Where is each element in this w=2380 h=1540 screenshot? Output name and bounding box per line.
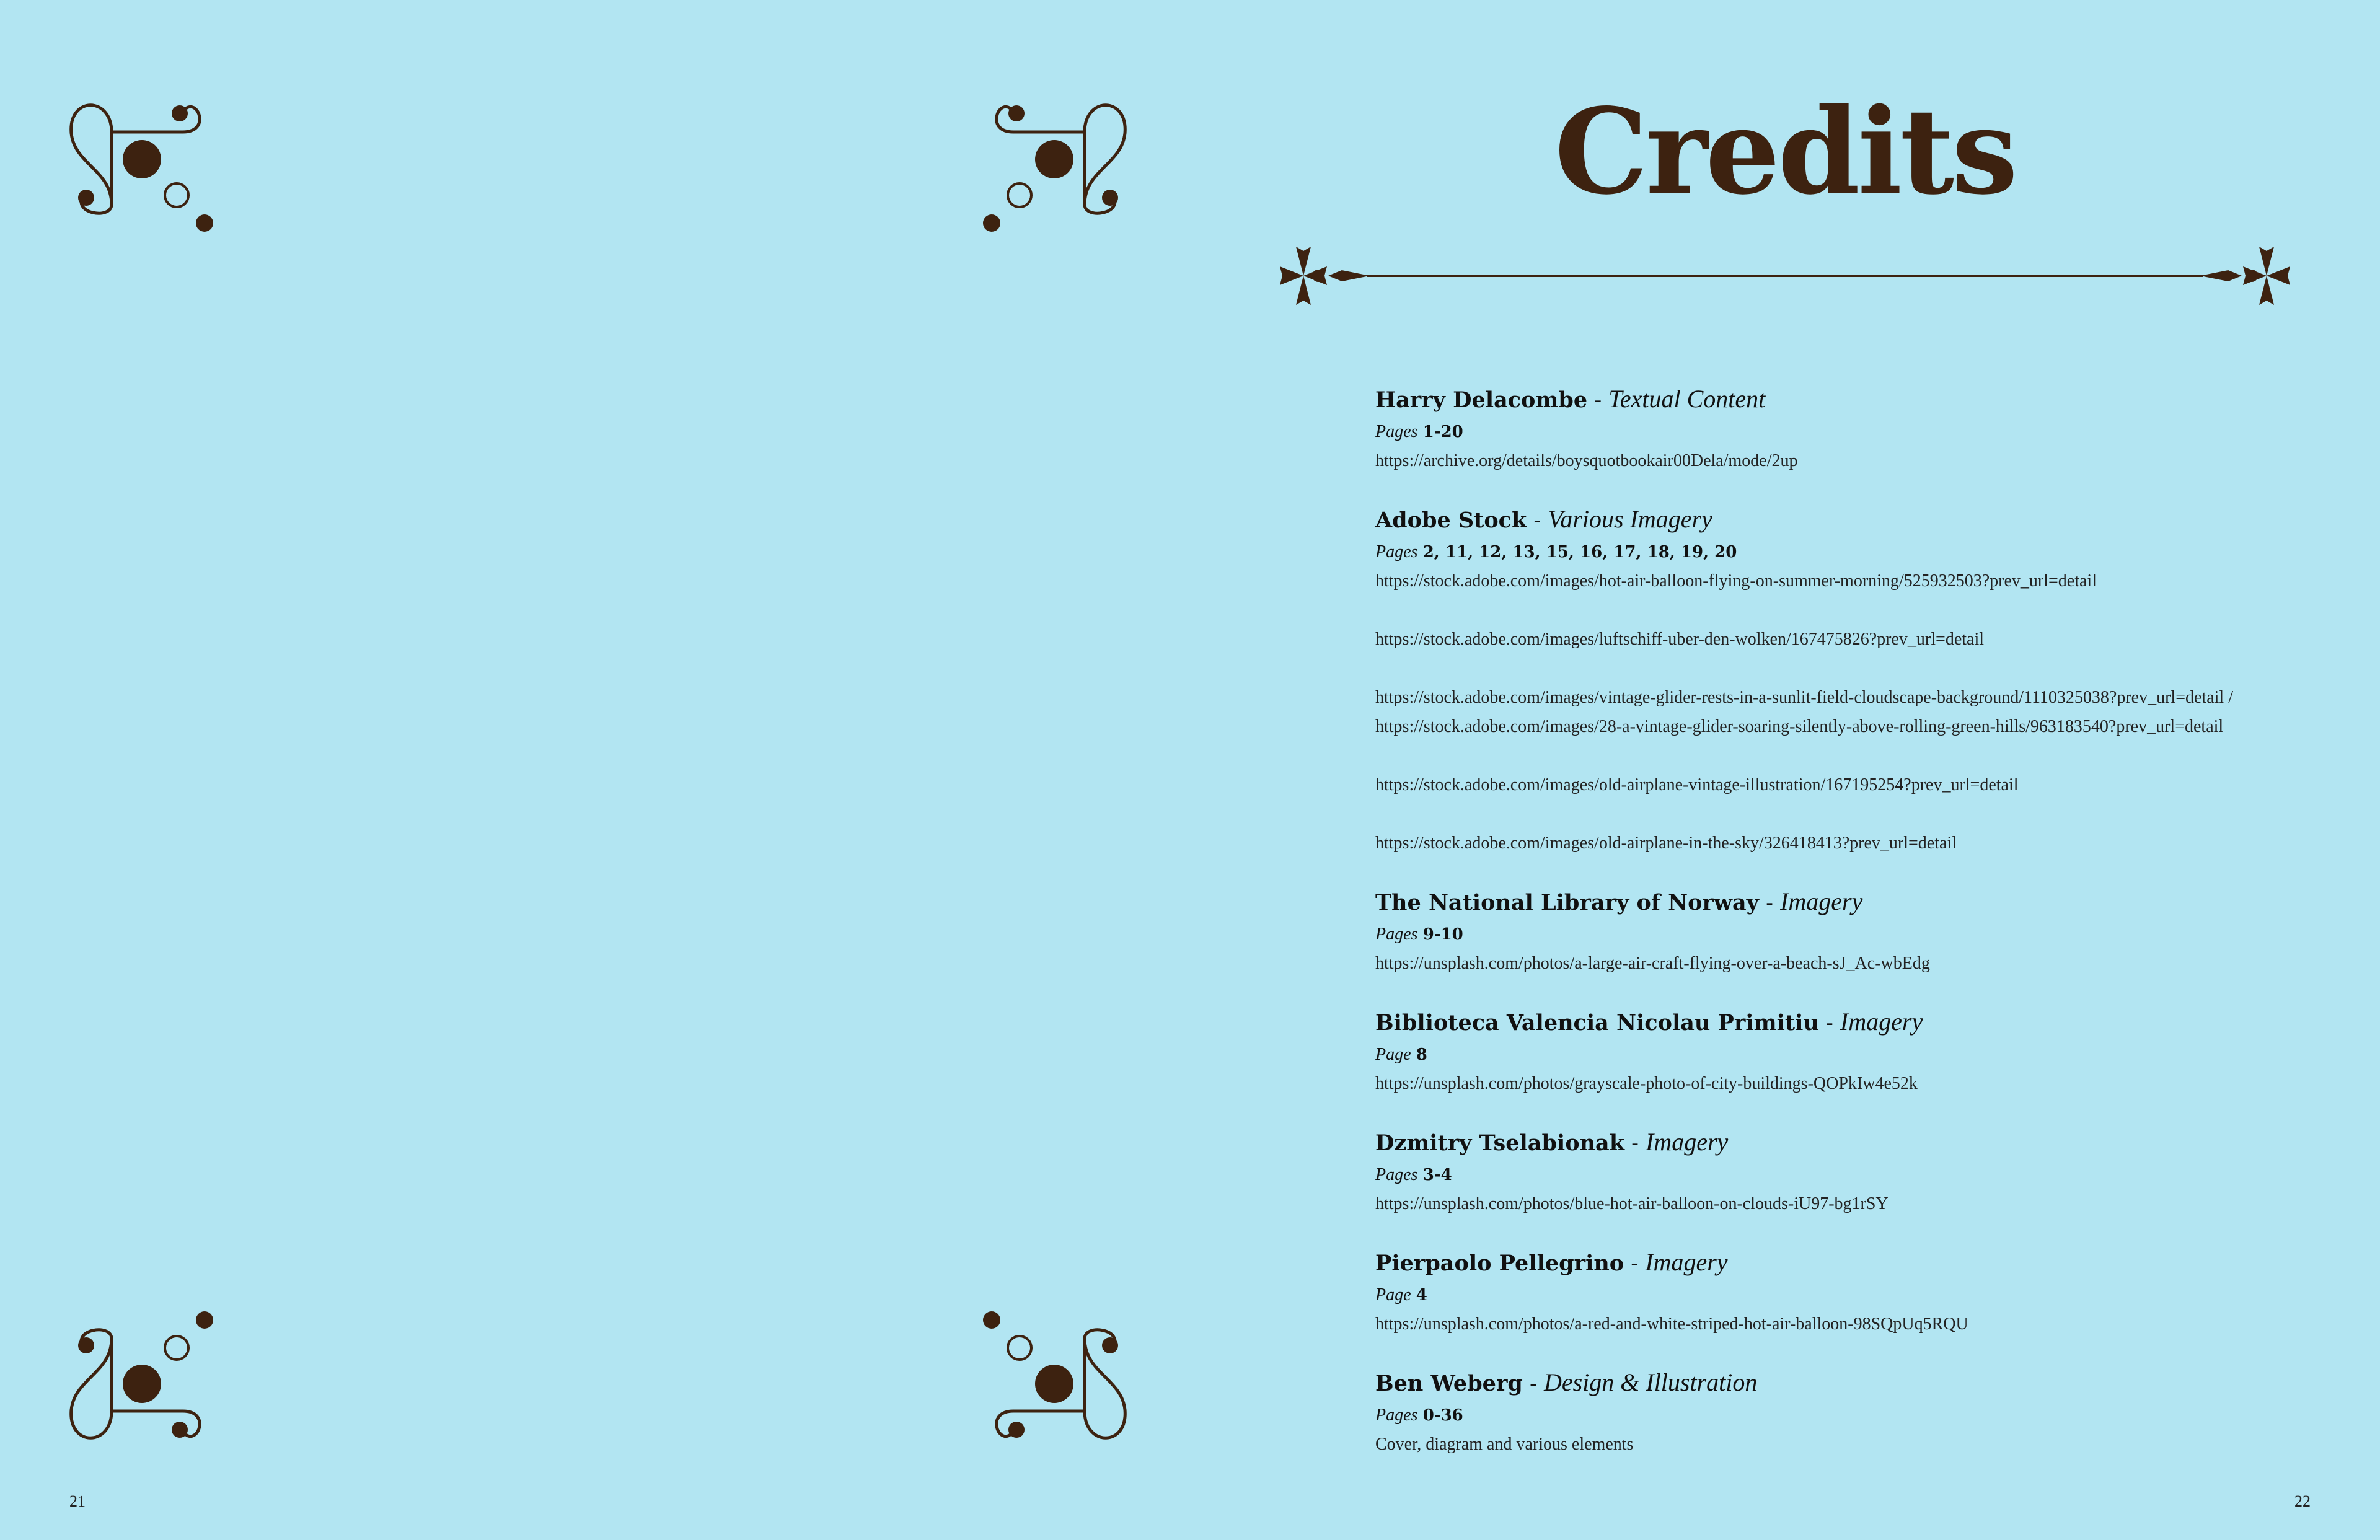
ornamental-rule-icon bbox=[1274, 242, 2296, 310]
pages-value: 4 bbox=[1416, 1286, 1427, 1305]
corner-ornament-top-left bbox=[65, 84, 226, 245]
credit-entry bbox=[1375, 1005, 2280, 1098]
flourish-icon bbox=[65, 84, 226, 245]
credit-role: Imagery bbox=[1840, 1008, 1923, 1036]
credit-pages bbox=[1375, 1161, 2280, 1189]
credit-role: Textual Content bbox=[1608, 385, 1766, 413]
corner-ornament-bottom-left bbox=[65, 1298, 226, 1459]
credit-name: Harry Delacombe bbox=[1375, 387, 1588, 413]
credit-entry bbox=[1375, 502, 2280, 858]
credit-entry bbox=[1375, 382, 2280, 475]
flourish-icon bbox=[65, 1298, 226, 1459]
credit-role: Imagery bbox=[1780, 887, 1863, 915]
credit-link: https://stock.adobe.com/images/vintage-glider-rests-in-a-sunlit-field-cloudscape-background/1110325038?prev_url=detail / https://stock.adobe.com/images/28-a-vintage-glider-soaring-silently-above-rolling-green-hills/963183540?prev_url=detail bbox=[1375, 688, 2233, 736]
page-title: Credits bbox=[1554, 82, 2016, 221]
credit-link: https://unsplash.com/photos/a-large-air-craft-flying-over-a-beach-sJ_Ac-wbEdg bbox=[1375, 954, 1930, 973]
credit-pages bbox=[1375, 1041, 2280, 1069]
credit-pages bbox=[1375, 538, 2280, 566]
credit-pages bbox=[1375, 418, 2280, 446]
credit-name: Ben Weberg bbox=[1375, 1371, 1523, 1396]
pages-value: 3-4 bbox=[1422, 1166, 1452, 1184]
credit-entry bbox=[1375, 1125, 2280, 1218]
credit-name: Adobe Stock bbox=[1375, 508, 1527, 533]
corner-ornament-bottom-right bbox=[970, 1298, 1131, 1459]
pages-label: Pages bbox=[1375, 542, 1418, 561]
credit-link: https://stock.adobe.com/images/luftschiff-uber-den-wolken/167475826?prev_url=detail bbox=[1375, 630, 1985, 649]
credit-heading: Harry Delacombe - Textual Content bbox=[1375, 385, 1766, 413]
credit-link: https://archive.org/details/boysquotbookair00Dela/mode/2up bbox=[1375, 451, 1798, 470]
title-divider bbox=[1274, 242, 2296, 310]
page-number-right: 22 bbox=[2294, 1492, 2311, 1510]
pages-label: Pages bbox=[1375, 1406, 1418, 1425]
credit-link: https://unsplash.com/photos/a-red-and-white-striped-hot-air-balloon-98SQpUq5RQU bbox=[1375, 1314, 1968, 1334]
credit-heading: Adobe Stock - Various Imagery bbox=[1375, 505, 1712, 533]
pages-label: Pages bbox=[1375, 925, 1418, 944]
credit-heading: The National Library of Norway - Imagery bbox=[1375, 887, 1863, 915]
pages-label: Pages bbox=[1375, 1165, 1418, 1184]
credit-heading: Ben Weberg - Design & Illustration bbox=[1375, 1368, 1758, 1396]
pages-label: Page bbox=[1375, 1045, 1411, 1064]
credits-list bbox=[1375, 382, 2280, 1485]
pages-label: Page bbox=[1375, 1285, 1411, 1305]
credit-link: https://unsplash.com/photos/blue-hot-air-balloon-on-clouds-iU97-bg1rSY bbox=[1375, 1194, 1889, 1213]
credit-heading: Dzmitry Tselabionak - Imagery bbox=[1375, 1128, 1729, 1156]
flourish-icon bbox=[970, 84, 1131, 245]
credit-entry bbox=[1375, 884, 2280, 978]
credit-role: Design & Illustration bbox=[1543, 1368, 1758, 1396]
pages-value: 2, 11, 12, 13, 15, 16, 17, 18, 19, 20 bbox=[1422, 543, 1737, 561]
credit-name: Dzmitry Tselabionak bbox=[1375, 1130, 1624, 1156]
pages-value: 9-10 bbox=[1422, 925, 1463, 944]
credit-link: https://stock.adobe.com/images/old-airplane-in-the-sky/326418413?prev_url=detail bbox=[1375, 834, 1957, 853]
credit-role: Imagery bbox=[1645, 1248, 1728, 1276]
credit-pages bbox=[1375, 1401, 2280, 1430]
credit-entry bbox=[1375, 1365, 2280, 1459]
pages-value: 8 bbox=[1416, 1045, 1427, 1064]
credit-pages bbox=[1375, 1281, 2280, 1309]
corner-ornament-top-right bbox=[970, 84, 1131, 245]
credit-heading: Pierpaolo Pellegrino - Imagery bbox=[1375, 1248, 1728, 1276]
credit-note: Cover, diagram and various elements bbox=[1375, 1435, 1634, 1454]
credit-heading: Biblioteca Valencia Nicolau Primitiu - Imagery bbox=[1375, 1008, 1923, 1036]
flourish-icon bbox=[970, 1298, 1131, 1459]
pages-value: 1-20 bbox=[1422, 423, 1463, 441]
credit-link: https://stock.adobe.com/images/hot-air-balloon-flying-on-summer-morning/525932503?prev_url=detail bbox=[1375, 571, 2097, 591]
pages-label: Pages bbox=[1375, 422, 1418, 441]
credit-role: Various Imagery bbox=[1548, 505, 1712, 533]
credit-entry bbox=[1375, 1245, 2280, 1339]
pages-value: 0-36 bbox=[1422, 1406, 1463, 1425]
credit-name: Pierpaolo Pellegrino bbox=[1375, 1251, 1624, 1276]
credit-link: https://unsplash.com/photos/grayscale-photo-of-city-buildings-QOPkIw4e52k bbox=[1375, 1074, 1918, 1093]
credit-role: Imagery bbox=[1646, 1128, 1729, 1156]
credit-name: Biblioteca Valencia Nicolau Primitiu bbox=[1375, 1010, 1819, 1036]
credit-name: The National Library of Norway bbox=[1375, 890, 1759, 915]
credit-link: https://stock.adobe.com/images/old-airplane-vintage-illustration/167195254?prev_url=detail bbox=[1375, 775, 2019, 794]
credit-pages bbox=[1375, 920, 2280, 949]
page-number-left: 21 bbox=[69, 1492, 86, 1510]
